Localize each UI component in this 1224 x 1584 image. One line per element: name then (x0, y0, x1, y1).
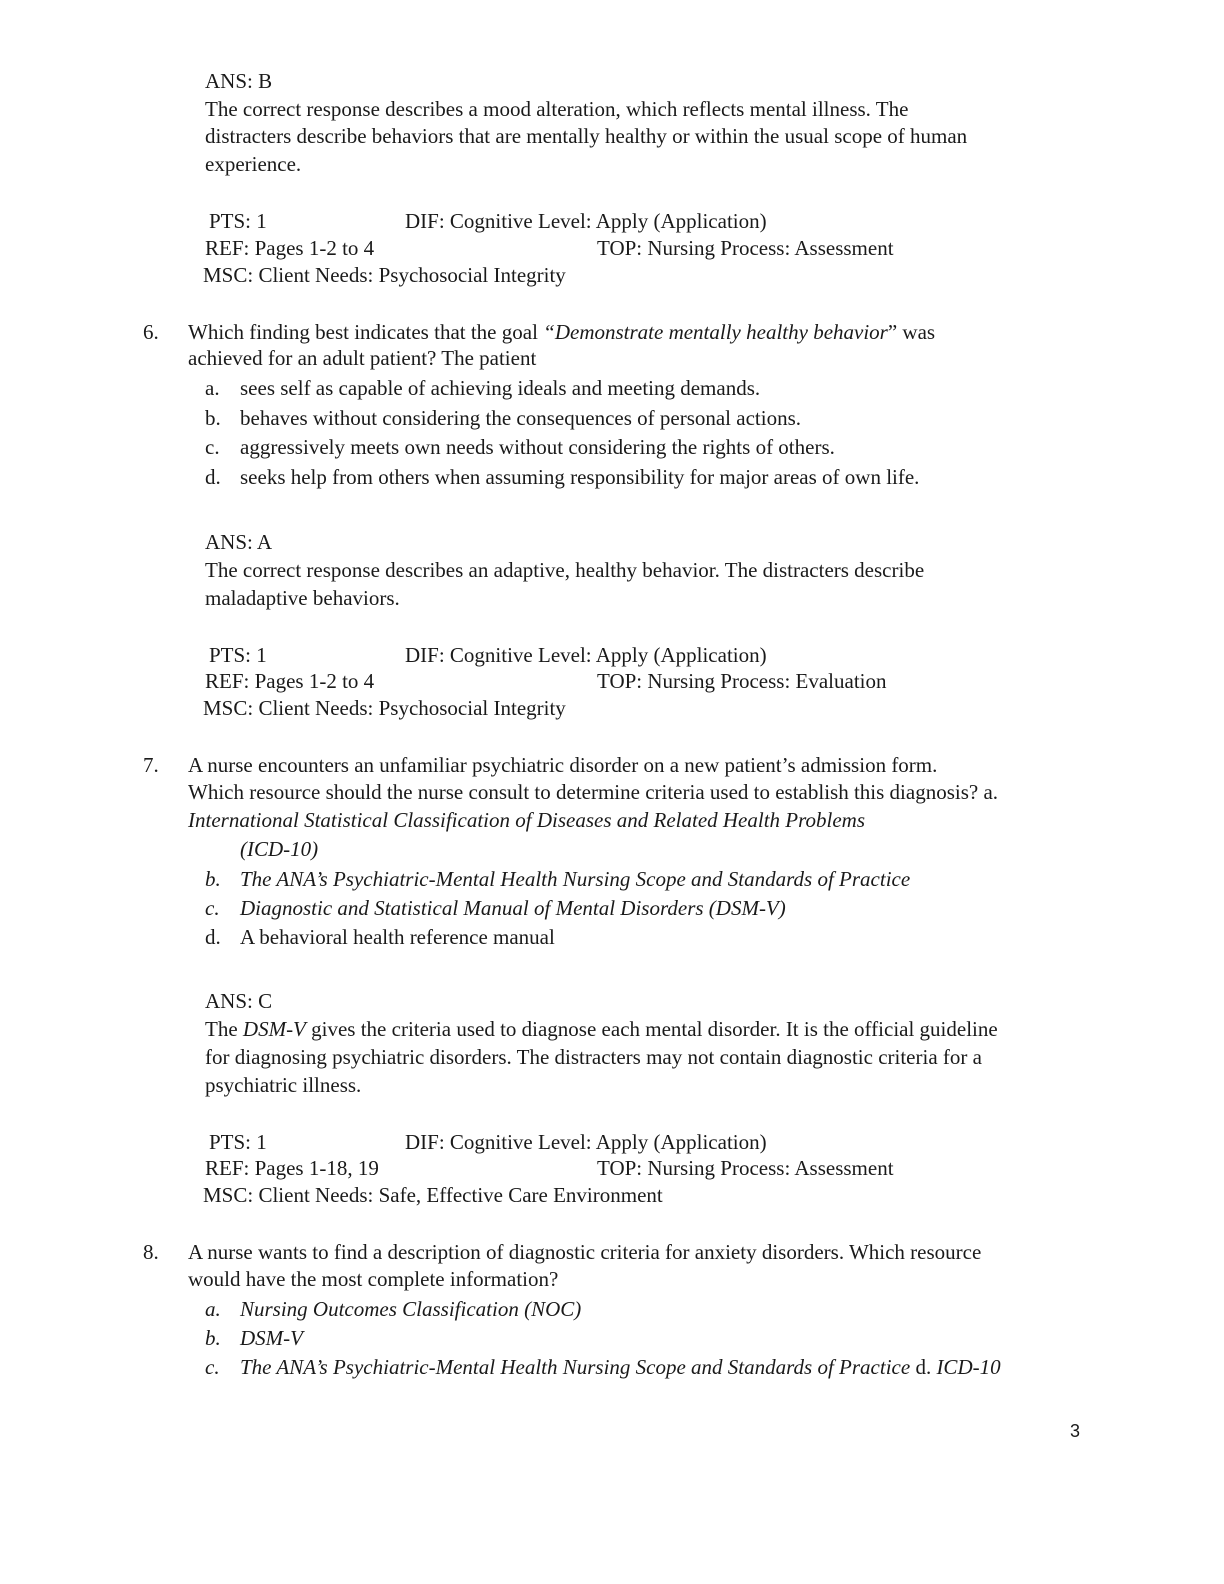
q6-rationale-line1: The correct response describes an adaptive, healthy behavior. The distracters describe (205, 558, 925, 582)
q5-reference: REF: Pages 1-2 to 4 (205, 236, 375, 260)
q6-number: 6. (143, 320, 159, 344)
q7-rationale-line2: for diagnosing psychiatric disorders. The distracters may not contain diagnostic criteria for a (205, 1045, 982, 1069)
q5-rationale-line3: experience. (205, 152, 302, 176)
q7-client-needs: MSC: Client Needs: Safe, Effective Care Environment (203, 1183, 663, 1207)
q7-option-d: d. A behavioral health reference manual (205, 925, 555, 949)
q6-answer: ANS: A (205, 530, 273, 554)
q7-option-a-line1: International Statistical Classification of Diseases and Related Health Problems (188, 808, 866, 832)
q8-stem-line1: A nurse wants to find a description of diagnostic criteria for anxiety disorders. Which resource (188, 1240, 982, 1264)
q8-option-a: a. Nursing Outcomes Classification (NOC) (205, 1297, 582, 1321)
q7-option-c: c. Diagnostic and Statistical Manual of Mental Disorders (DSM-V) (205, 896, 786, 920)
q6-stem-line1: Which finding best indicates that the goal “Demonstrate mentally healthy behavior” was (188, 320, 936, 344)
q8-option-c-and-d: c. The ANA’s Psychiatric-Mental Health Nursing Scope and Standards of Practice d. ICD-10 (205, 1355, 1001, 1379)
q8-option-b: b. DSM-V (205, 1326, 303, 1350)
q6-option-a: a. sees self as capable of achieving ideals and meeting demands. (205, 376, 761, 400)
q7-stem-line1: A nurse encounters an unfamiliar psychiatric disorder on a new patient’s admission form. (188, 753, 938, 777)
q6-option-b: b. behaves without considering the consequences of personal actions. (205, 406, 802, 430)
q6-option-d: d. seeks help from others when assuming responsibility for major areas of own life. (205, 465, 920, 489)
page-number: 3 (1070, 1421, 1081, 1441)
q6-reference: REF: Pages 1-2 to 4 (205, 669, 375, 693)
q6-client-needs: MSC: Client Needs: Psychosocial Integrity (203, 696, 566, 720)
q7-option-b: b. The ANA’s Psychiatric-Mental Health Nursing Scope and Standards of Practice (205, 867, 911, 891)
q5-difficulty: DIF: Cognitive Level: Apply (Application) (405, 209, 767, 233)
q6-option-c: c. aggressively meets own needs without considering the rights of others. (205, 435, 835, 459)
q7-difficulty: DIF: Cognitive Level: Apply (Application) (405, 1130, 767, 1154)
q6-topic: TOP: Nursing Process: Evaluation (597, 669, 887, 693)
q8-stem-line2: would have the most complete information? (188, 1267, 559, 1291)
q6-stem-line2: achieved for an adult patient? The patient (188, 346, 537, 370)
q5-answer: ANS: B (205, 69, 273, 93)
q8-number: 8. (143, 1240, 159, 1264)
q7-rationale-line1: The DSM-V gives the criteria used to diagnose each mental disorder. It is the official guideline (205, 1017, 998, 1041)
q7-topic: TOP: Nursing Process: Assessment (597, 1156, 894, 1180)
q5-rationale-line1: The correct response describes a mood alteration, which reflects mental illness. The (205, 97, 909, 121)
q7-number: 7. (143, 753, 159, 777)
q6-difficulty: DIF: Cognitive Level: Apply (Application) (405, 643, 767, 667)
q5-topic: TOP: Nursing Process: Assessment (597, 236, 894, 260)
q7-points: PTS: 1 (209, 1130, 267, 1154)
q5-client-needs: MSC: Client Needs: Psychosocial Integrity (203, 263, 566, 287)
q7-answer: ANS: C (205, 989, 273, 1013)
q6-points: PTS: 1 (209, 643, 267, 667)
q6-rationale-line2: maladaptive behaviors. (205, 586, 400, 610)
q7-reference: REF: Pages 1-18, 19 (205, 1156, 379, 1180)
q7-stem-line2: Which resource should the nurse consult to determine criteria used to establish this diagnosis? a. (188, 780, 999, 804)
q5-points: PTS: 1 (209, 209, 267, 233)
q7-rationale-line3: psychiatric illness. (205, 1073, 362, 1097)
q7-option-a-line2: (ICD-10) (240, 837, 319, 861)
q5-rationale-line2: distracters describe behaviors that are mentally healthy or within the usual scope of human (205, 124, 968, 148)
